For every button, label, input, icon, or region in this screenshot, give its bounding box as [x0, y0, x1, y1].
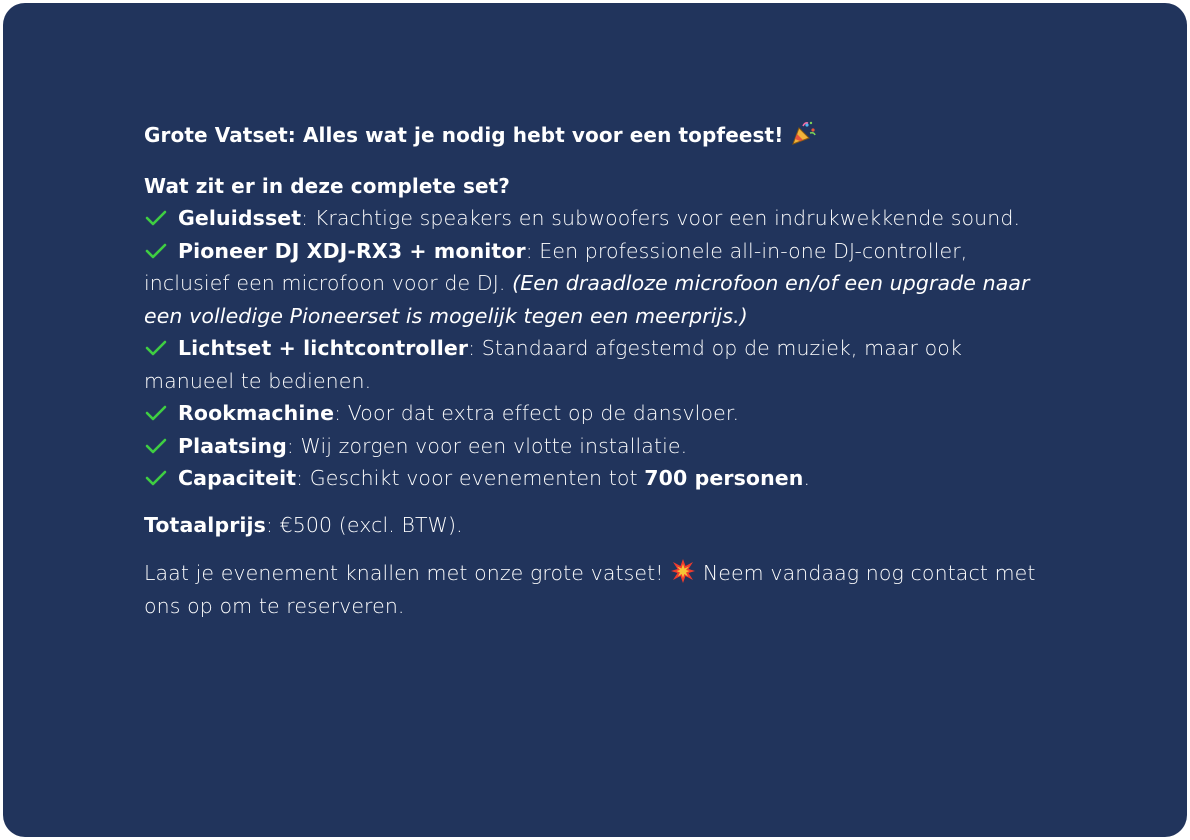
cta-text-after: Neem vandaag nog contact met ons op om te reserveren.: [144, 561, 1036, 618]
feature-text: : Voor dat extra effect op de dansvloer.: [334, 401, 740, 425]
price-line: [144, 509, 1044, 542]
party-popper-icon: [791, 120, 817, 146]
feature-item-lichtset: [144, 332, 1044, 397]
feature-item-geluidsset: [144, 202, 1044, 235]
feature-item-capaciteit: [144, 462, 1044, 495]
feature-text: : Krachtige speakers en subwoofers voor een indrukwekkende sound.: [301, 206, 1021, 230]
price-value: : €500 (excl. BTW).: [265, 512, 463, 537]
feature-note: (Een draadloze microfoon en/of een upgrade naar een volledige Pioneerset is mogelijk tegen een meerprijs.): [144, 271, 1030, 328]
price-label: Totaalprijs: [144, 512, 266, 537]
feature-suffix: .: [803, 466, 811, 490]
check-icon: [144, 209, 168, 227]
headline: [144, 119, 1044, 152]
feature-text: : Geschikt voor evenementen tot: [296, 466, 645, 490]
feature-title: Plaatsing: [178, 433, 287, 458]
feature-title: Rookmachine: [178, 401, 335, 425]
message-card: [3, 3, 1187, 837]
feature-item-pioneer: [144, 235, 1044, 333]
feature-text: : Wij zorgen voor een vlotte installatie.: [286, 433, 688, 458]
intro-heading: Wat zit er in deze complete set?: [144, 173, 510, 198]
feature-text: : Standaard afgestemd op de muziek, maar ook manueel te bedienen.: [144, 336, 962, 393]
message-content: [144, 119, 1044, 622]
feature-item-plaatsing: [144, 430, 1044, 463]
feature-item-rookmachine: [144, 397, 1044, 430]
collision-icon: [670, 558, 696, 584]
feature-text: : Een professionele all-in-one DJ-controller, inclusief een microfoon voor de DJ.: [144, 238, 968, 295]
check-icon: [144, 469, 168, 487]
check-icon: [144, 437, 168, 455]
feature-title: Capaciteit: [178, 466, 297, 490]
call-to-action: [144, 557, 1044, 622]
check-icon: [144, 242, 168, 260]
feature-title: Geluidsset: [178, 206, 302, 230]
feature-title: Lichtset + lichtcontroller: [178, 336, 469, 360]
feature-list: [144, 202, 1044, 495]
headline-text: Grote Vatset: Alles wat je nodig hebt voor een topfeest!: [144, 123, 784, 147]
feature-title: Pioneer DJ XDJ-RX3 + monitor: [178, 238, 526, 263]
cta-text-before: Laat je evenement knallen met onze grote vatset!: [144, 561, 671, 585]
check-icon: [144, 339, 168, 357]
feature-highlight: 700 personen: [644, 466, 804, 490]
check-icon: [144, 404, 168, 422]
